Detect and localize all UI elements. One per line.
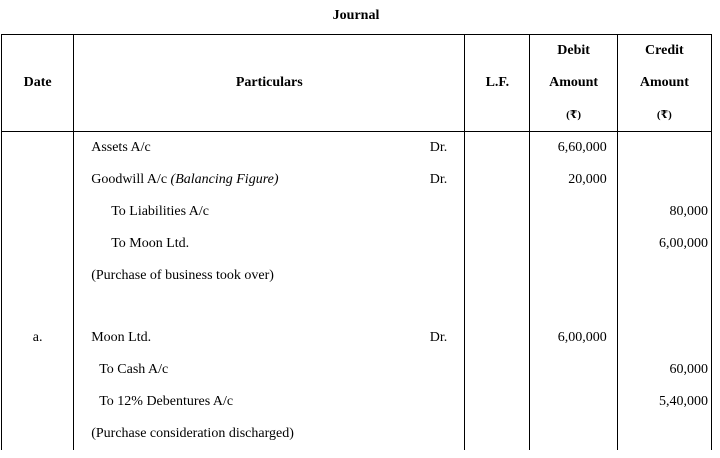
lf-column xyxy=(465,132,530,451)
debit-amount: 6,00,000 xyxy=(557,330,607,345)
header-debit xyxy=(530,35,617,132)
particular-text: Goodwill A/c xyxy=(91,172,171,187)
header-debit-line1: Debit xyxy=(557,43,590,58)
credit-amount: 5,40,000 xyxy=(659,394,708,409)
header-debit-line2: Amount xyxy=(549,75,599,90)
particulars-column xyxy=(74,132,465,451)
dr-marker: Dr. xyxy=(429,172,448,187)
header-debit-line3: (₹) xyxy=(566,109,582,121)
credit-amount: 6,00,000 xyxy=(659,236,708,251)
particular-line xyxy=(74,386,464,418)
credit-amount: 60,000 xyxy=(669,362,708,377)
narration xyxy=(74,260,464,292)
journal-table xyxy=(1,34,712,450)
credit-amount: 80,000 xyxy=(669,204,708,219)
particular-note: (Balancing Figure) xyxy=(170,172,279,187)
particular-line xyxy=(74,322,464,354)
particular-line xyxy=(74,196,464,228)
narration xyxy=(74,418,464,450)
narration-text: (Purchase consideration discharged) xyxy=(91,426,294,441)
dr-marker: Dr. xyxy=(429,330,448,345)
date-cell xyxy=(2,132,73,164)
header-credit-line1: Credit xyxy=(645,43,684,58)
particular-line xyxy=(74,132,464,164)
particular-text: Assets A/c xyxy=(91,140,151,155)
particular-text: To 12% Debentures A/c xyxy=(99,394,234,409)
particular-text: To Moon Ltd. xyxy=(111,236,190,251)
credit-column xyxy=(617,132,711,451)
particular-line xyxy=(74,164,464,196)
debit-amount: 20,000 xyxy=(568,172,607,187)
debit-column xyxy=(530,132,617,451)
header-credit-line3: (₹) xyxy=(656,109,672,121)
particular-text: To Liabilities A/c xyxy=(111,204,209,219)
header-row xyxy=(2,35,712,132)
particular-line xyxy=(74,228,464,260)
header-date: Date xyxy=(2,35,74,132)
journal-body xyxy=(2,132,712,451)
dr-marker: Dr. xyxy=(429,140,448,155)
date-cell: a. xyxy=(32,330,43,345)
particular-text: To Cash A/c xyxy=(99,362,169,377)
header-lf: L.F. xyxy=(465,35,530,132)
particular-text: Moon Ltd. xyxy=(91,330,152,345)
page-title: Journal xyxy=(332,8,380,23)
header-credit xyxy=(617,35,711,132)
debit-amount: 6,60,000 xyxy=(557,140,607,155)
particular-line xyxy=(74,354,464,386)
narration-text: (Purchase of business took over) xyxy=(91,268,274,283)
header-credit-line2: Amount xyxy=(639,75,689,90)
header-particulars: Particulars xyxy=(74,35,465,132)
date-column xyxy=(2,132,74,451)
